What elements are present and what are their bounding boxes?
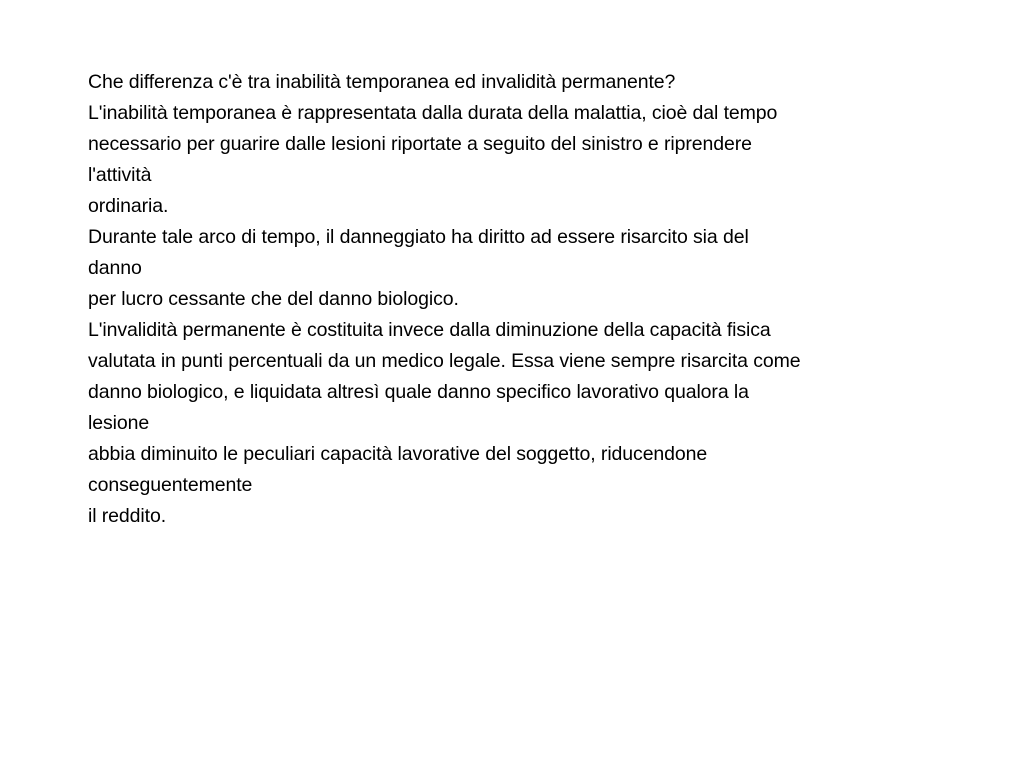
- text-line: L'invalidità permanente è costituita invece dalla diminuzione della capacità fisica: [88, 319, 771, 341]
- text-line: L'inabilità temporanea è rappresentata dalla durata della malattia, cioè dal tempo: [88, 102, 778, 124]
- text-line: valutata in punti percentuali da un medico legale. Essa viene sempre risarcita come: [88, 350, 801, 372]
- text-line: abbia diminuito le peculiari capacità lavorative del soggetto, riducendone: [88, 443, 708, 465]
- text-line: danno biologico, e liquidata altresì quale danno specifico lavorativo qualora la: [88, 381, 749, 403]
- text-line: Che differenza c'è tra inabilità temporanea ed invalidità permanente?: [88, 71, 676, 93]
- body-text: [88, 67, 988, 532]
- text-line: ordinaria.: [88, 195, 169, 217]
- text-line: conseguentemente: [88, 474, 253, 496]
- text-line: danno: [88, 257, 142, 279]
- text-line: per lucro cessante che del danno biologico.: [88, 288, 459, 310]
- text-line: necessario per guarire dalle lesioni riportate a seguito del sinistro e riprendere: [88, 133, 752, 155]
- text-line: il reddito.: [88, 505, 167, 527]
- text-line: Durante tale arco di tempo, il danneggiato ha diritto ad essere risarcito sia del: [88, 226, 749, 248]
- text-line: l'attività: [88, 164, 152, 186]
- text-line: lesione: [88, 412, 150, 434]
